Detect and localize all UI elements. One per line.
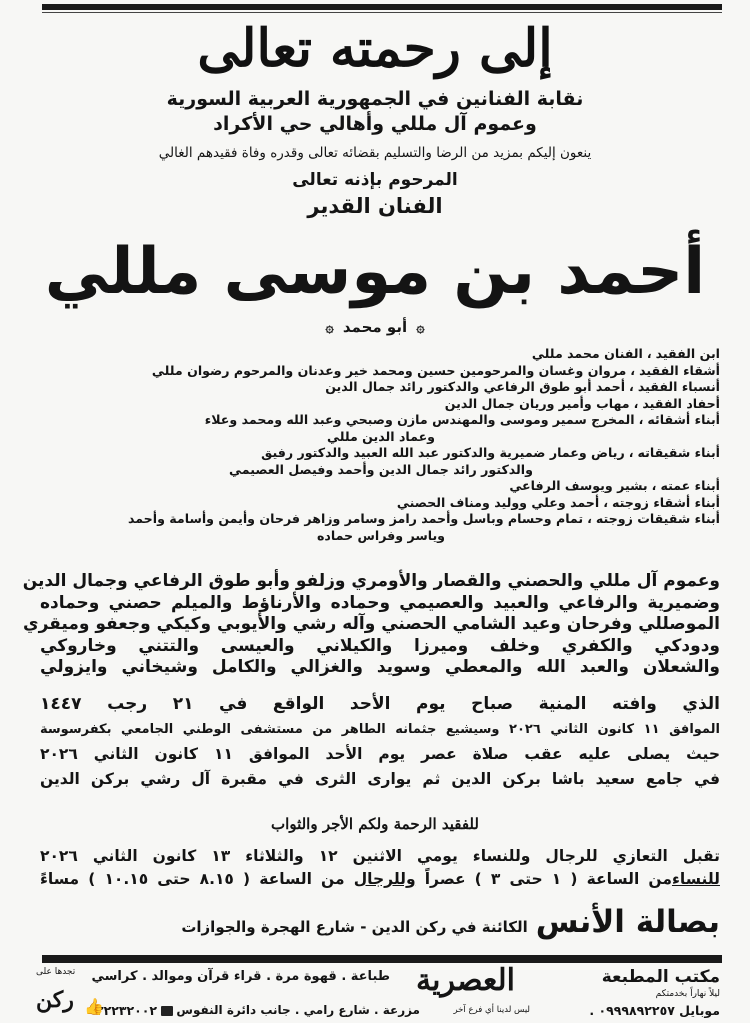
family-row [42,346,720,363]
printer-mobile: موبايل ٠٩٩٩٨٩٢٢٥٧ . [589,1003,720,1018]
announcer-line-2: وعموم آل مللي وأهالي حي الأكراد [213,113,537,135]
men-time: من الساعة ( ٨.١٥ حتى ١٠.١٥ ) مساءً [40,870,345,888]
printer-phone [96,1003,173,1018]
women-label: للنساء [671,870,720,888]
families-line: وعموم آل مللي والحصني والقصار والأومري وزلفو وأبو طوق الرفاعي وجمال الدين [22,571,720,591]
venue-name: بصالة الأنس [535,904,720,940]
headline: إلى رحمته تعالى [197,18,553,79]
ornament-icon: ۞ [416,320,425,336]
death-line: الموافق ١١ كانون الثاني ٢٠٢٦ وسيشيع جثمانه الطاهر من مستشفى الوطني الجامعي بكفرسوسة [40,722,720,737]
separator: ، [638,412,644,427]
family-list [42,346,720,544]
family-row [42,495,720,512]
condolences [40,845,720,891]
top-rule [42,4,722,10]
family-names: أحمد وعلي ووليد ومناف الحصني [396,494,600,510]
death-line: حيث يصلى عليه عقب صلاة عصر يوم الأحد الموافق ١١ كانون الثاني ٢٠٢٦ [40,745,720,763]
deceased-prefix: المرحوم بإذنه تعالى [292,170,458,190]
family-relation-label: أبناء عمته [660,478,720,493]
men-label: وللرجال [353,870,416,888]
family-names-continued: والدكتور رائد جمال الدين وأحمد وفيصل العصيمي [229,461,533,477]
venue-address: الكائنة في ركن الدين - شارع الهجرة والجوازات [181,918,528,936]
announcer-line-1: نقابة الفنانين في الجمهورية العربية السورية [166,88,584,110]
death-line: في جامع سعيد باشا بركن الدين ثم يوارى الثرى في مقبرة آل رشي بركن الدين [40,770,720,788]
family-names: المخرج سمير وموسى والمهندس مازن وصبحي وعبد الله ومحمد وعلاء [204,412,635,427]
families-line: وضميرية والرفاعي والعبيد والعصيمي وحماده والأرناؤط والميلم حصني وحماده [40,592,720,613]
families-line: الموصللي وفرحان وعيد الشامي الحصني وآله رشي والأيوبي وكيكي وجعفو وميقري [23,614,720,634]
family-names-continued: وياسر وفراس حماده [316,527,446,543]
family-row [42,445,720,462]
deceased-name: أحمد بن موسى مللي [44,235,706,309]
separator: ، [633,395,639,411]
family-row [42,396,720,413]
separator: ، [630,362,636,378]
family-relation-label: أشقاء الفقيد [639,362,720,378]
family-row [42,363,720,380]
separator: ، [603,494,608,510]
printer-office: مكتب المطبعة [601,967,720,987]
families-line: ودودكي والكفري وخلف وميرزا والكيلاني والعيسى والتتني وخاروكي [40,635,720,656]
prayer-line: للفقيد الرحمة ولكم الأجر والثواب [271,815,479,833]
families-block [22,571,720,679]
family-names: رياض وعمار ضميرية والدكتور عبد الله العبيد والدكتور رفيق [261,445,625,460]
printer-tagline: ليلاً نهاراً بخدمتكم [655,989,720,999]
family-row [42,511,720,528]
death-details [40,692,720,792]
phone-icon [161,1006,173,1016]
intro-text: ينعون إليكم بمزيد من الرضا والتسليم بقضائه تعالى وقدره وفاة فقيدهم الغالي [158,145,592,161]
family-names: بشير ويوسف الرفاعي [509,478,648,493]
family-names: مهاب وأمير وريان جمال الدين [444,395,630,411]
family-relation-label: أبناء شقيقات زوجته [595,511,720,526]
printer-footer [32,963,720,1021]
family-names-continued: وعماد الدين مللي [326,428,436,444]
condolence-hours [40,868,720,891]
family-relation-label: ابن الفقيد [655,346,720,361]
family-row [42,412,720,429]
separator: ، [628,445,634,460]
facebook-like-icon: 👍 [84,997,104,1016]
kunya-text: أبو محمد [342,318,408,336]
signature-logo: ركن [36,987,74,1013]
find-us-label: تجدها على [36,967,76,977]
family-relation-label: أبناء شقيقاته [637,445,720,460]
family-names: تمام وحسام وباسل وأحمد رامز وسامر وزاهر فرحان وأيمن وأسامة وأحمد [127,511,584,526]
kunya [0,318,750,336]
family-names: الفنان محمد مللي [531,346,643,361]
family-relation-label: أبناء أشقائه [647,412,720,427]
venue [40,904,720,944]
condolence-days: تقبل التعازي للرجال وللنساء يومي الاثنين ١٢ والثلاثاء ١٣ كانون الثاني ٢٠٢٦ [40,847,720,865]
printer-address: مزرعة . شارع رامي . جانب دائرة النفوس [176,1003,420,1017]
separator: ، [629,379,634,394]
separator: ، [587,511,592,526]
bottom-rule [42,955,722,963]
families-line: والشعلان والعبد الله والمعطي وسويد والغزالي والكامل وشيخاني وايزولي [40,657,720,677]
family-row [42,379,720,396]
death-line: الذي وافته المنية صباح يوم الأحد الواقع في ٢١ رجب ١٤٤٧ [40,694,720,714]
separator: ، [651,478,657,493]
phone-number: ٢٢٢٣٢٠٠٢ [96,1003,158,1018]
printer-note: ليس لدينا أي فرع آخر [453,1005,530,1015]
deceased-title: الفنان القدير [307,194,443,218]
women-time: من الساعة ( ١ حتى ٣ ) عصراً [424,870,672,888]
family-row [42,478,720,495]
family-names: مروان وغسان والمرحومين حسين ومحمد خير وعدنان والمرحوم رضوان مللي [151,362,627,378]
printer-brand: العصرية [416,963,515,998]
separator: ، [646,346,652,361]
printer-services: طباعة . قهوة مرة . قراء قرآن وموالد . كراسي [91,969,390,984]
ornament-icon: ۞ [325,320,334,336]
family-relation-label: أبناء أشقاء زوجته [612,494,720,510]
family-relation-label: أحفاد الفقيد [642,395,720,411]
family-names: أحمد أبو طوق الرفاعي والدكتور رائد جمال الدين [325,379,626,394]
family-relation-label: أنسباء الفقيد [637,379,720,394]
